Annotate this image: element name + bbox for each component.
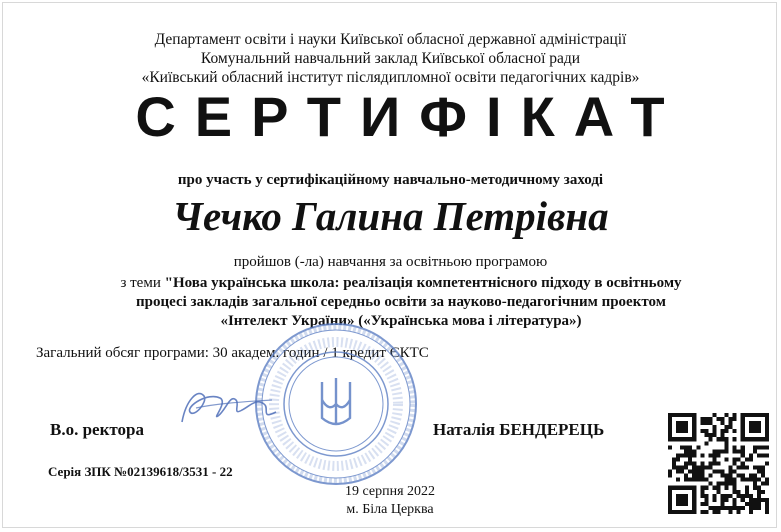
program-volume: Загальний обсяг програми: 30 академ. годин / 1 кредит ЄКТС	[36, 345, 429, 361]
certificate-subtitle: про участь у сертифікаційному навчально-методичному заході	[177, 172, 604, 188]
issue-city: м. Біла Церква	[346, 502, 434, 517]
rector-signature	[168, 382, 288, 434]
theme-prefix: з теми	[120, 275, 165, 291]
theme-line-3: «Інтелект України» («Українська мова і література»)	[220, 313, 582, 329]
certificate-serial: Серія ЗПК №02139618/3531 - 22	[48, 464, 233, 479]
completion-text: пройшов (-ла) навчання за освітньою програмою	[233, 254, 548, 270]
theme-line-1: "Нова українська школа: реалізація компетентнісного підходу в освітньому	[164, 275, 682, 291]
theme-line-2: процесі закладів загальної середньо освіти за науково-педагогічним проектом	[136, 294, 666, 310]
certificate-title: СЕРТИФІКАТ	[135, 85, 684, 148]
recipient-name: Чечко Галина Петрівна	[172, 193, 609, 239]
qr-code	[668, 413, 769, 514]
issue-date: 19 серпня 2022	[344, 484, 436, 499]
header-institution: Комунальний навчальний заклад Київської обласної ради	[200, 50, 581, 67]
header-institute: «Київський обласний інститут післядипломної освіти педагогічних кадрів»	[141, 69, 640, 86]
header-department: Департамент освіти і науки Київської обласної державної адміністрації	[154, 31, 627, 48]
rector-label: В.о. ректора	[50, 420, 144, 439]
signer-name: Наталія БЕНДЕРЕЦЬ	[433, 420, 605, 439]
trident-icon	[322, 378, 350, 424]
